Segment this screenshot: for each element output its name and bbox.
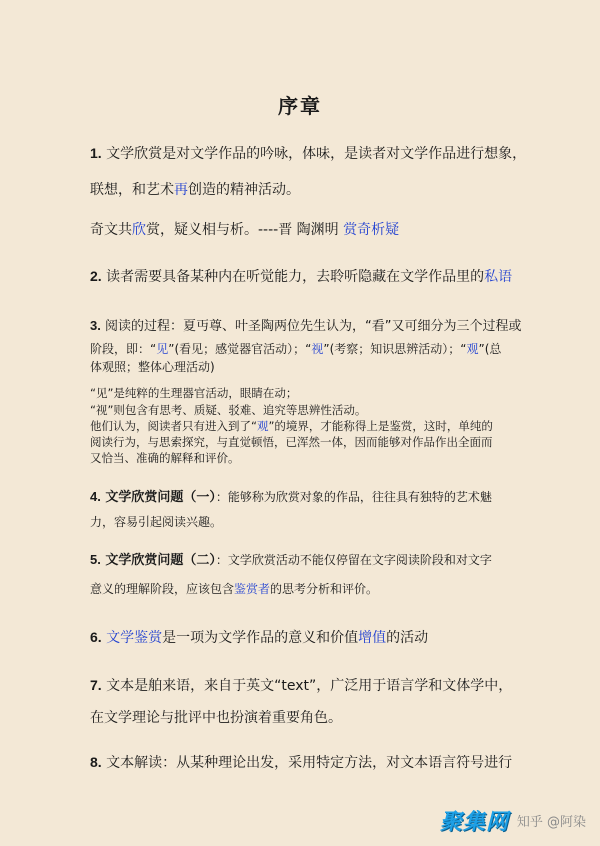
paragraph-3-line-1 (90, 315, 520, 340)
quote-line (90, 219, 520, 239)
text-span: ”的境界，才能称得上是鉴赏，这时，单纯的 (268, 419, 493, 433)
note-line-3 (90, 418, 520, 434)
paragraph-1-line-1 (90, 143, 527, 179)
text-span: 体观照；整体心理活动) (90, 360, 215, 374)
text-span: 文本是舶来语，来自于英文“text”，广泛用于语言学和文体学中， (101, 678, 513, 694)
highlight-text: 视 (311, 342, 324, 356)
highlight-text: 文学鉴赏 (101, 630, 163, 646)
paragraph-8 (90, 752, 520, 772)
paragraph-1-line-2 (90, 179, 520, 199)
paragraph-3-note (90, 385, 520, 466)
paragraph-4 (90, 486, 520, 530)
text-span: 文本解读：从某种理论出发，采用特定方法，对文本语言符号进行 (101, 755, 513, 771)
highlight-text: 私语 (484, 269, 513, 285)
page-title: 序章 (278, 94, 322, 118)
paragraph-1 (90, 143, 527, 199)
watermark (440, 802, 586, 838)
section-heading: 文学欣赏问题（一） (100, 490, 216, 505)
paragraph-2-line-1 (90, 266, 520, 286)
author-watermark: 知乎 @阿染 (516, 814, 586, 830)
paragraph-3-line-3 (90, 358, 520, 375)
highlight-text: 见 (156, 342, 169, 356)
highlight-text: 再 (174, 182, 188, 198)
paragraph-6-line-1 (90, 627, 520, 647)
paragraph-5-line-1 (90, 549, 520, 580)
paragraph-7-line-2 (90, 707, 520, 727)
highlight-text: 增值 (358, 630, 387, 646)
text-span: ：能够称为欣赏对象的作品，往往具有独特的艺术魅 (215, 490, 492, 504)
text-span: ”(看见；感觉器官活动）；“ (168, 342, 312, 356)
text-span: 在文学理论与批评中也扮演着重要角色。 (90, 710, 342, 726)
note-line-1 (90, 385, 520, 402)
highlight-text: 欣 (132, 222, 146, 238)
text-span: 创造的精神活动。 (188, 182, 300, 198)
item-number: 2. (90, 268, 102, 284)
text-span: “视”则包含有思考、质疑、驳难、追究等思辨性活动。 (90, 403, 367, 417)
item-number: 4. (90, 489, 101, 504)
note-line-4 (90, 434, 520, 450)
text-span: 他们认为，阅读者只有进入到了“ (90, 419, 257, 433)
paragraph-4-line-1 (90, 486, 520, 513)
text-span: 联想，和艺术 (90, 182, 174, 198)
text-span: 的活动 (386, 630, 429, 646)
text-span: 阅读行为，与思索探究，与直觉顿悟，已浑然一体，因而能够对作品作出全面而 (90, 435, 493, 449)
site-logo: 聚集网 (439, 809, 509, 835)
paragraph-8-line-1 (90, 752, 520, 772)
text-span: “见”是纯粹的生理器官活动，眼睛在动； (90, 386, 298, 400)
text-span: ”(考察；知识思辨活动）；“ (323, 342, 467, 356)
paragraph-6 (90, 627, 520, 647)
text-span: 读者需要具备某种内在听觉能力，去聆听隐藏在文学作品里的 (101, 269, 485, 285)
item-number: 5. (90, 552, 101, 567)
text-span: 的思考分析和评价。 (270, 582, 379, 596)
text-span: 奇文共 (90, 222, 132, 238)
paragraph-3-line-2 (90, 340, 520, 358)
paragraph-5 (90, 549, 520, 597)
highlight-text: 观 (256, 419, 269, 433)
text-span: 阶段，即：“ (90, 342, 157, 356)
quote-text (90, 219, 520, 239)
item-number: 6. (90, 629, 102, 645)
text-span: ：文学欣赏活动不能仅停留在文字阅读阶段和对文字 (215, 553, 492, 567)
text-span: 力，容易引起阅读兴趣。 (90, 515, 223, 529)
text-span: ”(总 (478, 342, 502, 356)
text-span: 又恰当、准确的解释和评价。 (90, 451, 240, 465)
note-line-5 (90, 450, 520, 466)
text-span: 意义的理解阶段，应该包含 (90, 582, 235, 596)
paragraph-7-line-1 (90, 675, 520, 707)
note-line-2 (90, 402, 520, 418)
item-number: 8. (90, 754, 102, 770)
text-span: 赏，疑义相与析。----晋 陶渊明 (146, 222, 344, 238)
highlight-text: 鉴赏者 (234, 582, 271, 596)
item-number: 3. (90, 318, 101, 333)
item-number: 1. (90, 145, 102, 161)
paragraph-5-line-2 (90, 580, 520, 597)
paragraph-4-line-2 (90, 513, 520, 530)
paragraph-3 (90, 315, 520, 375)
paragraph-7 (90, 675, 520, 727)
text-span: 文学欣赏是对文学作品的吟咏，体味，是读者对文学作品进行想象， (101, 146, 527, 162)
item-number: 7. (90, 677, 102, 693)
highlight-text: 观 (466, 342, 479, 356)
section-heading: 文学欣赏问题（二） (100, 553, 216, 568)
text-span: 是一项为文学作品的意义和价值 (162, 630, 359, 646)
paragraph-2 (90, 266, 520, 286)
text-span: 阅读的过程：夏丏尊、叶圣陶两位先生认为，“看”又可细分为三个过程或 (100, 319, 522, 334)
highlight-text: 赏奇析疑 (343, 222, 400, 238)
